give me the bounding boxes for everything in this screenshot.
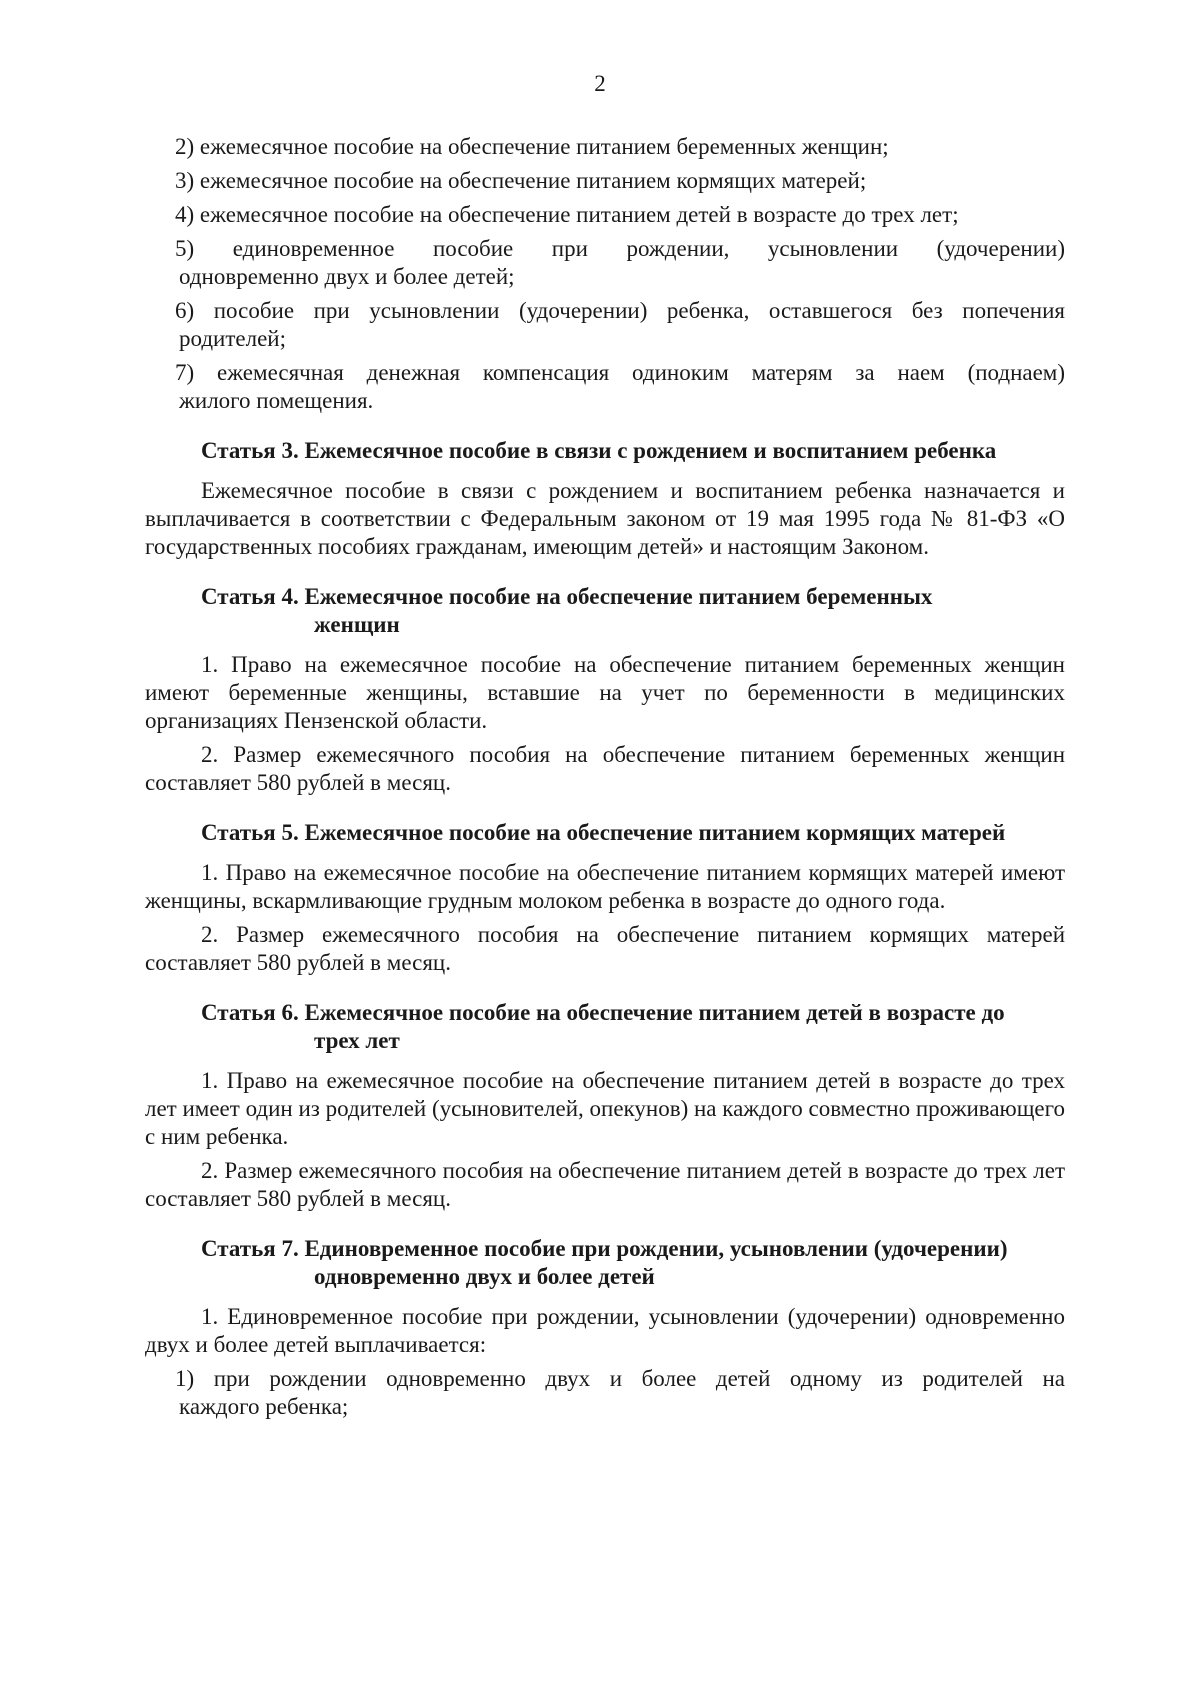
list-item-number: 5) bbox=[175, 236, 195, 261]
list-item-text: единовременное пособие при рождении, усыновлении (удочерении) bbox=[232, 236, 1066, 261]
article-4-heading-line1: Статья 4. Ежемесячное пособие на обеспечение питанием беременных bbox=[201, 584, 933, 609]
list-item-number: 3) bbox=[175, 168, 195, 193]
article-3-paragraph: Ежемесячное пособие в связи с рождением и воспитанием ребенка назначается и выплачивается в соответствии с Федеральным законом от 19 мая 1995 года № 81-ФЗ «О государственных пособиях гражданам, имеющим детей» и настоящим Законом. bbox=[145, 478, 1065, 559]
article-5-paragraph-1: 1. Право на ежемесячное пособие на обеспечение питанием кормящих матерей имеют женщины, вскармливающие грудным молоком ребенка в возрасте до одного года. bbox=[145, 860, 1065, 913]
list-item-number: 4) bbox=[175, 202, 195, 227]
list-item bbox=[145, 235, 1065, 291]
list-item-text: пособие при усыновлении (удочерении) ребенка, оставшегося без попечения bbox=[213, 298, 1065, 323]
document-body bbox=[145, 133, 1065, 1427]
article-7-paragraph-1: 1. Единовременное пособие при рождении, усыновлении (удочерении) одновременно двух и более детей выплачивается: bbox=[145, 1304, 1065, 1357]
list-item-continuation: родителей; bbox=[179, 326, 286, 351]
article-3-heading: Статья 3. Ежемесячное пособие в связи с рождением и воспитанием ребенка bbox=[201, 438, 997, 463]
page-number: 2 bbox=[594, 71, 606, 96]
list-item-text: ежемесячное пособие на обеспечение питанием кормящих матерей; bbox=[199, 168, 867, 193]
article-7-heading bbox=[145, 1235, 1065, 1291]
list-item-text: ежемесячная денежная компенсация одиноким матерям за наем (поднаем) bbox=[217, 360, 1066, 385]
article-4-paragraph-2: 2. Размер ежемесячного пособия на обеспечение питанием беременных женщин составляет 580 рублей в месяц. bbox=[145, 742, 1065, 795]
list-item bbox=[145, 201, 1065, 229]
list-item bbox=[145, 167, 1065, 195]
list-item bbox=[145, 297, 1065, 353]
list-item bbox=[145, 359, 1065, 415]
list-item-number: 1) bbox=[175, 1366, 195, 1391]
list-item bbox=[145, 133, 1065, 161]
article-4-paragraph-1: 1. Право на ежемесячное пособие на обеспечение питанием беременных женщин имеют беременные женщины, вставшие на учет по беременности в медицинских организациях Пензенской области. bbox=[145, 652, 1065, 733]
article-6-heading bbox=[145, 999, 1065, 1055]
article-4-heading-line2: женщин bbox=[314, 612, 400, 637]
article-6-heading-line2: трех лет bbox=[314, 1028, 400, 1053]
article-6-paragraph-1: 1. Право на ежемесячное пособие на обеспечение питанием детей в возрасте до трех лет имеет один из родителей (усыновителей, опекунов) на каждого совместно проживающего с ним ребенка. bbox=[145, 1068, 1065, 1149]
list-item-continuation: жилого помещения. bbox=[179, 388, 374, 413]
article-5-paragraph-2: 2. Размер ежемесячного пособия на обеспечение питанием кормящих матерей составляет 580 рублей в месяц. bbox=[145, 922, 1065, 975]
article-7-heading-line2: одновременно двух и более детей bbox=[314, 1264, 655, 1289]
article-6-paragraph-2: 2. Размер ежемесячного пособия на обеспечение питанием детей в возрасте до трех лет составляет 580 рублей в месяц. bbox=[145, 1158, 1065, 1211]
article-6-heading-line1: Статья 6. Ежемесячное пособие на обеспечение питанием детей в возрасте до bbox=[201, 1000, 1005, 1025]
list-item bbox=[145, 1365, 1065, 1421]
list-item-continuation: одновременно двух и более детей; bbox=[179, 264, 515, 289]
list-item-text: ежемесячное пособие на обеспечение питанием детей в возрасте до трех лет; bbox=[199, 202, 959, 227]
list-item-continuation: каждого ребенка; bbox=[179, 1394, 349, 1419]
article-4-heading bbox=[145, 583, 1065, 639]
list-item-number: 2) bbox=[175, 134, 195, 159]
list-item-text: при рождении одновременно двух и более детей одному из родителей на bbox=[213, 1366, 1066, 1391]
article-5-heading: Статья 5. Ежемесячное пособие на обеспечение питанием кормящих матерей bbox=[201, 820, 1006, 845]
list-item-text: ежемесячное пособие на обеспечение питанием беременных женщин; bbox=[199, 134, 889, 159]
list-item-number: 7) bbox=[175, 360, 195, 385]
list-item-number: 6) bbox=[175, 298, 195, 323]
article-7-heading-line1: Статья 7. Единовременное пособие при рождении, усыновлении (удочерении) bbox=[201, 1236, 1008, 1261]
